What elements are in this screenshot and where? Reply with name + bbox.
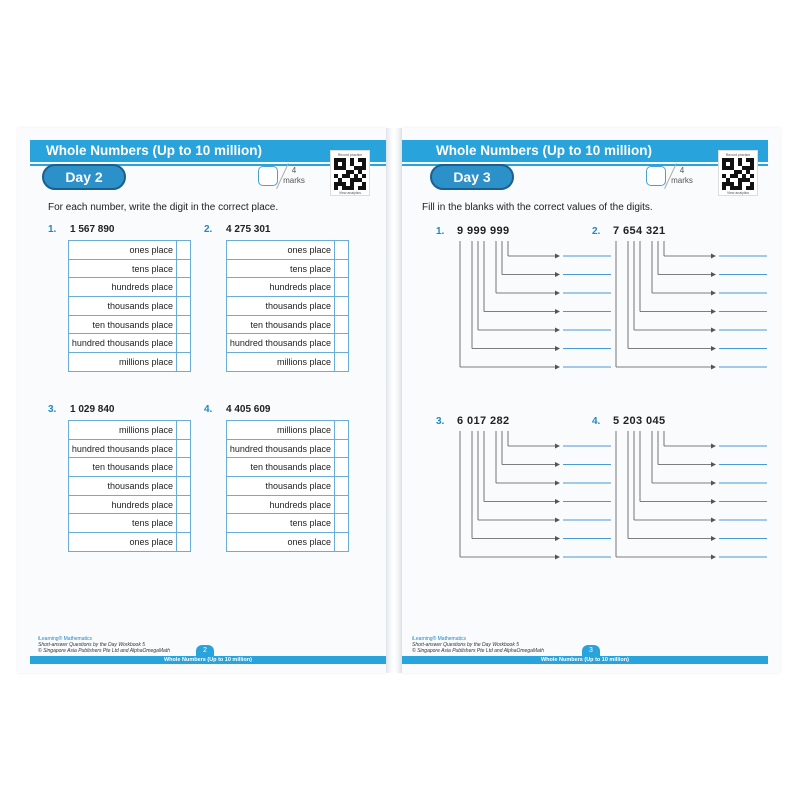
qr-module <box>738 162 742 166</box>
qr-module <box>334 162 338 166</box>
qr-module <box>726 178 730 182</box>
answer-cell[interactable] <box>335 334 349 353</box>
qr-module <box>342 162 346 166</box>
question-value: 4 275 301 <box>226 224 271 235</box>
digit-value-brackets-q4 <box>402 128 582 298</box>
place-label: thousands place <box>69 477 177 496</box>
answer-cell[interactable] <box>335 315 349 334</box>
answer-cell[interactable] <box>177 477 191 496</box>
arrow-head <box>711 481 716 486</box>
answer-cell[interactable] <box>335 514 349 533</box>
qr-module <box>734 174 738 178</box>
answer-cell[interactable] <box>335 297 349 316</box>
table-row <box>227 495 349 514</box>
qr-module <box>722 158 726 162</box>
qr-module <box>362 162 366 166</box>
qr-module <box>750 174 754 178</box>
place-value-table-q2 <box>226 240 349 372</box>
question-value: 1 029 840 <box>70 404 115 415</box>
qr-module <box>722 186 726 190</box>
answer-cell[interactable] <box>177 259 191 278</box>
marks-label: marks <box>283 176 305 185</box>
qr-module <box>362 158 366 162</box>
place-label: millions place <box>69 353 177 372</box>
qr-module <box>362 186 366 190</box>
footer-copyright: © Singapore Asia Publishers Pte Ltd and AlphaOmegaMath <box>38 648 171 654</box>
qr-module <box>746 170 750 174</box>
arrow-head <box>711 499 716 504</box>
qr-module <box>334 158 338 162</box>
place-value-table-q4 <box>226 420 349 552</box>
qr-module <box>722 174 726 178</box>
table-row <box>69 353 191 372</box>
qr-caption-top: Record practice <box>337 153 363 157</box>
qr-module <box>750 162 754 166</box>
qr-module <box>334 166 338 170</box>
qr-module <box>746 166 750 170</box>
instruction-text: For each number, write the digit in the correct place. <box>48 202 279 213</box>
qr-module <box>738 186 742 190</box>
arrow-head <box>711 291 716 296</box>
arrow-head <box>711 254 716 259</box>
answer-cell[interactable] <box>177 297 191 316</box>
table-row <box>227 241 349 260</box>
qr-module <box>350 170 354 174</box>
table-row <box>69 241 191 260</box>
arrow-head <box>711 462 716 467</box>
qr-module <box>342 174 346 178</box>
qr-module <box>362 166 366 170</box>
marks-total: 4 <box>679 166 685 175</box>
table-row <box>227 458 349 477</box>
table-row <box>69 334 191 353</box>
page-title: Whole Numbers (Up to 10 million) <box>402 140 768 162</box>
place-label: hundreds place <box>227 278 335 297</box>
footer-book: Short-answer Questions by the Day Workbook 5 <box>38 642 145 648</box>
table-row <box>69 533 191 552</box>
answer-cell[interactable] <box>335 495 349 514</box>
page-title: Whole Numbers (Up to 10 million) <box>30 140 386 162</box>
marks-score-box[interactable] <box>258 166 278 186</box>
footer-credits <box>412 636 544 654</box>
place-label: thousands place <box>227 297 335 316</box>
table-row <box>69 477 191 496</box>
qr-module <box>342 182 346 186</box>
question-number: 2. <box>204 224 213 235</box>
place-label: hundreds place <box>69 278 177 297</box>
answer-cell[interactable] <box>335 259 349 278</box>
page-number: 2 <box>196 645 214 657</box>
qr-module <box>350 182 354 186</box>
qr-code-icon <box>722 158 754 190</box>
qr-module <box>338 166 342 170</box>
place-label: ones place <box>69 241 177 260</box>
qr-module <box>730 158 734 162</box>
answer-cell[interactable] <box>335 353 349 372</box>
qr-module <box>346 174 350 178</box>
qr-module <box>338 182 342 186</box>
qr-module <box>742 178 746 182</box>
qr-module <box>742 166 746 170</box>
qr-module <box>354 178 358 182</box>
arrow-head <box>555 328 560 333</box>
qr-module <box>730 182 734 186</box>
arrow-head <box>555 481 560 486</box>
table-row <box>227 278 349 297</box>
place-label: tens place <box>227 259 335 278</box>
question-value: 7 654 321 <box>613 225 666 237</box>
arrow-head <box>711 272 716 277</box>
qr-module <box>750 186 754 190</box>
place-label: tens place <box>227 514 335 533</box>
place-label: millions place <box>227 421 335 440</box>
table-row <box>69 439 191 458</box>
answer-cell[interactable] <box>177 334 191 353</box>
qr-module <box>350 186 354 190</box>
qr-module <box>346 170 350 174</box>
marks-score-box[interactable] <box>646 166 666 186</box>
table-row <box>227 421 349 440</box>
marks-label: marks <box>671 176 693 185</box>
answer-cell[interactable] <box>177 421 191 440</box>
qr-code[interactable] <box>330 150 370 196</box>
arrow-head <box>711 555 716 560</box>
arrow-head <box>711 346 716 351</box>
place-label: ten thousands place <box>69 458 177 477</box>
question-value: 6 017 282 <box>457 415 510 427</box>
qr-module <box>338 158 342 162</box>
place-label: hundreds place <box>227 495 335 514</box>
footer-series: iLearning® Mathematics <box>38 636 92 642</box>
table-row <box>227 297 349 316</box>
arrow-head <box>555 499 560 504</box>
day-badge: Day 3 <box>430 164 514 190</box>
qr-module <box>730 166 734 170</box>
footer-credits <box>38 636 170 654</box>
page-number: 3 <box>582 645 600 657</box>
arrow-head <box>711 365 716 370</box>
arrow-head <box>555 555 560 560</box>
arrow-head <box>711 444 716 449</box>
qr-module <box>738 178 742 182</box>
arrow-head <box>555 365 560 370</box>
question-number: 2. <box>592 226 601 237</box>
arrow-head <box>711 518 716 523</box>
arrow-head <box>555 346 560 351</box>
footer-title: Whole Numbers (Up to 10 million) <box>402 656 768 664</box>
table-row <box>69 495 191 514</box>
qr-module <box>358 158 362 162</box>
place-label: ones place <box>227 241 335 260</box>
answer-cell[interactable] <box>335 533 349 552</box>
qr-module <box>734 186 738 190</box>
instruction-text: Fill in the blanks with the correct values of the digits. <box>422 202 653 213</box>
question-number: 1. <box>48 224 57 235</box>
table-row <box>69 297 191 316</box>
arrow-head <box>555 518 560 523</box>
place-label: hundred thousands place <box>227 439 335 458</box>
table-row <box>227 334 349 353</box>
right-page <box>402 128 780 673</box>
qr-module <box>746 158 750 162</box>
qr-module <box>750 182 754 186</box>
table-row <box>227 514 349 533</box>
question-value: 5 203 045 <box>613 415 666 427</box>
qr-module <box>750 158 754 162</box>
qr-module <box>350 158 354 162</box>
place-label: hundred thousands place <box>227 334 335 353</box>
arrow-head <box>711 328 716 333</box>
answer-cell[interactable] <box>177 353 191 372</box>
qr-module <box>358 186 362 190</box>
arrow-head <box>555 536 560 541</box>
answer-cell[interactable] <box>177 278 191 297</box>
qr-module <box>362 182 366 186</box>
place-label: ten thousands place <box>227 315 335 334</box>
qr-module <box>334 186 338 190</box>
qr-module <box>738 182 742 186</box>
qr-module <box>346 186 350 190</box>
footer-copyright: © Singapore Asia Publishers Pte Ltd and AlphaOmegaMath <box>412 648 545 654</box>
qr-module <box>338 178 342 182</box>
place-label: hundreds place <box>69 495 177 514</box>
question-number: 4. <box>592 416 601 427</box>
answer-cell[interactable] <box>177 495 191 514</box>
question-number: 4. <box>204 404 213 415</box>
arrow-head <box>711 536 716 541</box>
qr-code[interactable] <box>718 150 758 196</box>
qr-caption-top: Record practice <box>725 153 751 157</box>
answer-cell[interactable] <box>177 315 191 334</box>
table-row <box>69 458 191 477</box>
qr-module <box>362 174 366 178</box>
qr-module <box>722 166 726 170</box>
table-row <box>69 315 191 334</box>
table-row <box>227 259 349 278</box>
table-row <box>227 533 349 552</box>
question-value: 1 567 890 <box>70 224 115 235</box>
qr-caption-bottom: View analytics <box>726 191 750 195</box>
answer-cell[interactable] <box>177 439 191 458</box>
qr-caption-bottom: View analytics <box>338 191 362 195</box>
qr-module <box>746 178 750 182</box>
qr-module <box>342 166 346 170</box>
table-row <box>69 278 191 297</box>
qr-module <box>722 162 726 166</box>
table-row <box>227 477 349 496</box>
day-badge: Day 2 <box>42 164 126 190</box>
place-label: hundred thousands place <box>69 334 177 353</box>
question-number: 1. <box>436 226 445 237</box>
arrow-head <box>555 444 560 449</box>
qr-module <box>358 166 362 170</box>
answer-cell[interactable] <box>335 458 349 477</box>
left-page <box>18 128 386 673</box>
qr-module <box>730 162 734 166</box>
place-label: hundred thousands place <box>69 439 177 458</box>
place-label: thousands place <box>69 297 177 316</box>
answer-cell[interactable] <box>177 241 191 260</box>
place-label: ones place <box>227 533 335 552</box>
answer-cell[interactable] <box>335 421 349 440</box>
table-row <box>227 439 349 458</box>
qr-module <box>334 174 338 178</box>
answer-cell[interactable] <box>335 278 349 297</box>
question-value: 4 405 609 <box>226 404 271 415</box>
qr-module <box>738 158 742 162</box>
qr-module <box>350 178 354 182</box>
question-value: 9 999 999 <box>457 225 510 237</box>
place-label: millions place <box>69 421 177 440</box>
place-label: millions place <box>227 353 335 372</box>
qr-module <box>334 182 338 186</box>
footer-series: iLearning® Mathematics <box>412 636 466 642</box>
qr-module <box>730 186 734 190</box>
qr-module <box>350 162 354 166</box>
answer-cell[interactable] <box>177 458 191 477</box>
table-row <box>69 259 191 278</box>
qr-module <box>742 174 746 178</box>
qr-module <box>726 158 730 162</box>
qr-module <box>726 166 730 170</box>
footer-title: Whole Numbers (Up to 10 million) <box>30 656 386 664</box>
answer-cell[interactable] <box>177 533 191 552</box>
qr-module <box>730 174 734 178</box>
arrow-head <box>711 309 716 314</box>
qr-module <box>354 166 358 170</box>
answer-cell[interactable] <box>335 477 349 496</box>
place-label: thousands place <box>227 477 335 496</box>
question-number: 3. <box>48 404 57 415</box>
book-gutter <box>386 128 402 673</box>
qr-module <box>342 186 346 190</box>
arrow-head <box>555 309 560 314</box>
table-row <box>69 421 191 440</box>
qr-module <box>358 178 362 182</box>
qr-code-icon <box>334 158 366 190</box>
footer-book: Short-answer Questions by the Day Workbook 5 <box>412 642 519 648</box>
qr-module <box>722 182 726 186</box>
place-label: ten thousands place <box>69 315 177 334</box>
qr-module <box>358 170 362 174</box>
place-value-table-q3 <box>68 420 191 552</box>
place-label: ten thousands place <box>227 458 335 477</box>
answer-cell[interactable] <box>335 439 349 458</box>
qr-module <box>726 182 730 186</box>
arrow-head <box>555 462 560 467</box>
qr-module <box>734 170 738 174</box>
qr-module <box>342 158 346 162</box>
place-label: tens place <box>69 259 177 278</box>
qr-module <box>746 186 750 190</box>
place-label: tens place <box>69 514 177 533</box>
question-number: 3. <box>436 416 445 427</box>
place-label: ones place <box>69 533 177 552</box>
qr-module <box>354 174 358 178</box>
answer-cell[interactable] <box>335 241 349 260</box>
marks-total: 4 <box>291 166 297 175</box>
table-row <box>69 514 191 533</box>
table-row <box>227 315 349 334</box>
qr-module <box>738 170 742 174</box>
table-row <box>227 353 349 372</box>
place-value-table-q1 <box>68 240 191 372</box>
qr-module <box>750 166 754 170</box>
answer-cell[interactable] <box>177 514 191 533</box>
